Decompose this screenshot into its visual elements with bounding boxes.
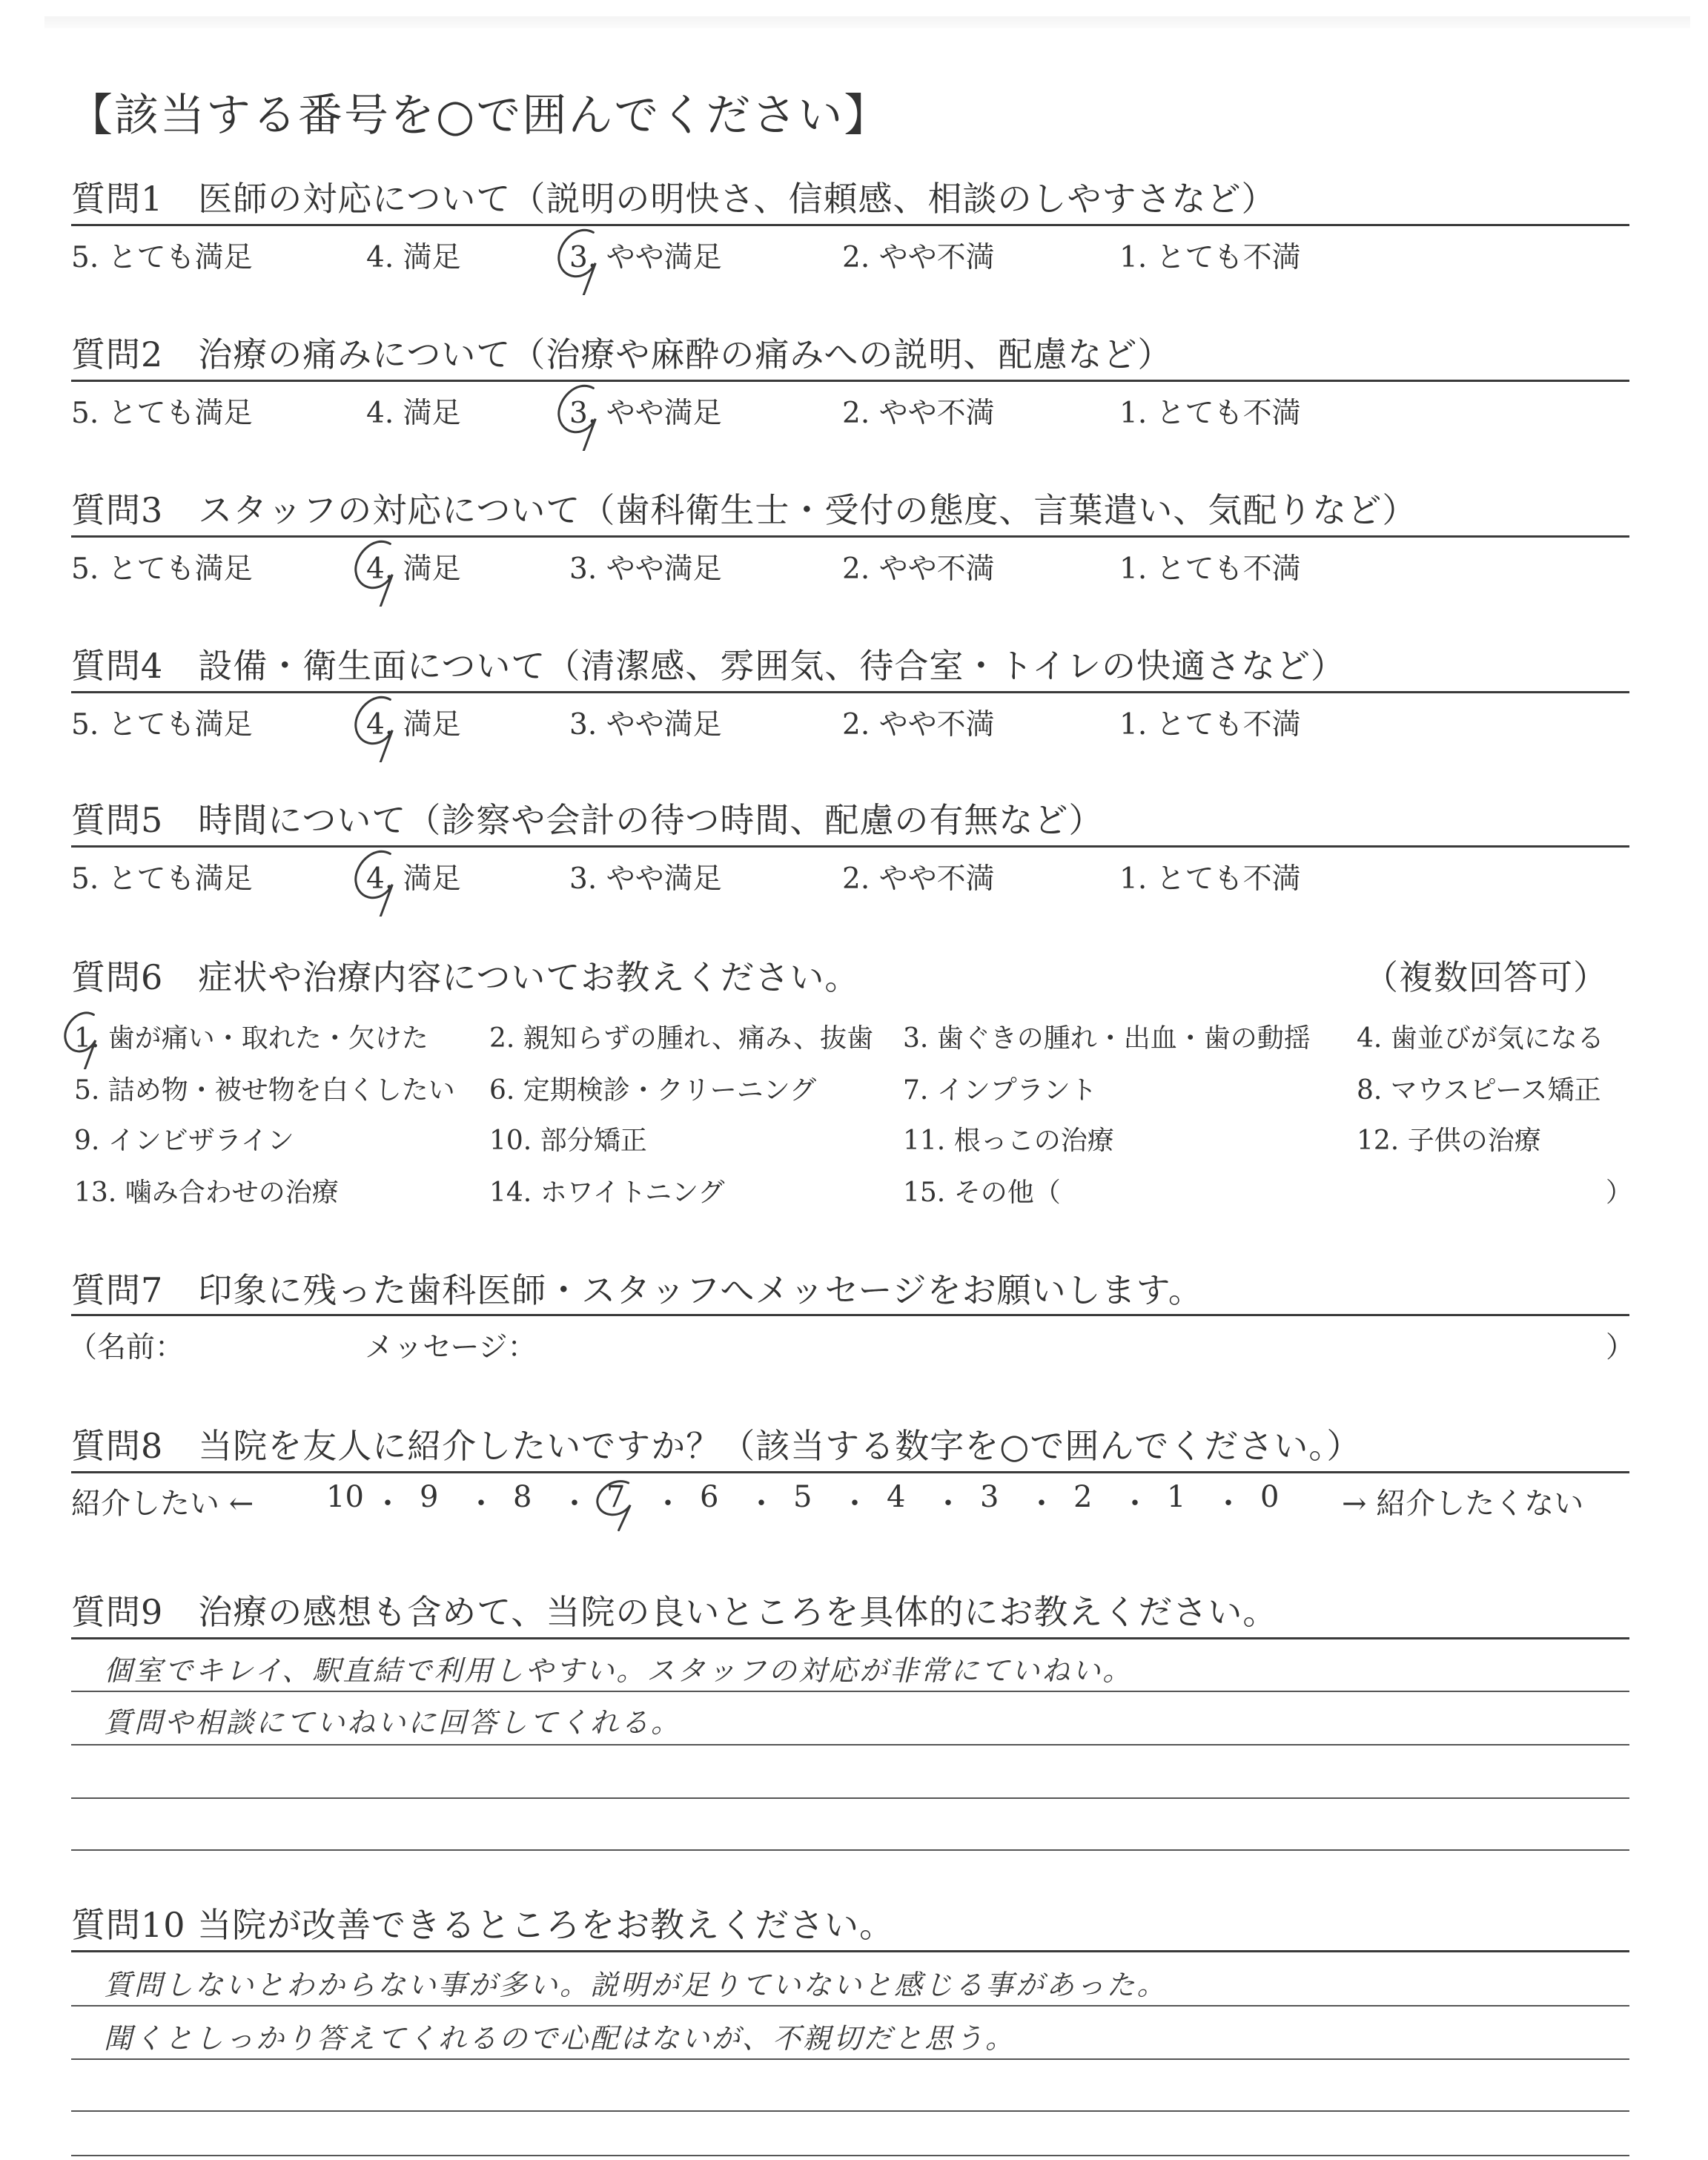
rating-option: 2. やや不満 xyxy=(842,397,995,430)
symptom-option: 6. 定期検診・クリーニング xyxy=(489,1075,817,1106)
q7-name-label: （名前： xyxy=(68,1331,185,1364)
rating-option: 3. やや満足 xyxy=(569,241,722,274)
q7-title: 質問7 印象に残った歯科医師・スタッフへメッセージをお願いします。 xyxy=(71,1270,1203,1310)
rating-option: 2. やや不満 xyxy=(842,241,995,274)
q9-title: 質問9 治療の感想も含めて、当院の良いところを具体的にお教えください。 xyxy=(71,1592,1278,1632)
rating-option: 5. とても満足 xyxy=(71,397,253,430)
scale-separator-dot: ・ xyxy=(840,1487,870,1521)
question-rule xyxy=(71,224,1629,226)
q7-rule xyxy=(71,1314,1629,1316)
symptom-option: 11. 根っこの治療 xyxy=(903,1126,1114,1156)
scale-separator-dot: ・ xyxy=(747,1487,776,1521)
scale-number: 4 xyxy=(887,1480,906,1514)
rating-option: 3. やや満足 xyxy=(569,552,722,586)
scale-separator-dot: ・ xyxy=(373,1487,403,1521)
symptom-option: 5. 詰め物・被せ物を白くしたい xyxy=(74,1075,455,1106)
symptom-option: 15. その他（ xyxy=(903,1178,1061,1208)
scale-separator-dot: ・ xyxy=(933,1487,963,1521)
scale-number: 3 xyxy=(980,1480,999,1514)
q9-writing-line xyxy=(71,1691,1629,1692)
symptom-option: 4. 歯並びが気になる xyxy=(1357,1023,1604,1054)
scale-number: 10 xyxy=(326,1480,364,1514)
rating-option: 3. やや満足 xyxy=(569,708,722,742)
q10-writing-line xyxy=(71,2110,1629,2112)
q10-writing-line xyxy=(71,2005,1629,2007)
rating-option: 4. 満足 xyxy=(366,241,461,274)
q8-rule xyxy=(71,1471,1629,1473)
q8-left-label: 紹介したい ← xyxy=(71,1487,254,1521)
rating-option: 4. 満足 xyxy=(366,552,461,586)
scale-number: 6 xyxy=(700,1480,719,1514)
q9-writing-line xyxy=(71,1744,1629,1745)
symptom-option: 13. 噛み合わせの治療 xyxy=(74,1178,339,1208)
rating-option: 1. とても不満 xyxy=(1119,708,1301,742)
page-title: 【該当する番号を○で囲んでください】 xyxy=(68,90,890,142)
question-rule xyxy=(71,535,1629,538)
q9-writing-line xyxy=(71,1797,1629,1799)
rating-option: 1. とても不満 xyxy=(1119,862,1301,896)
q9-writing-line xyxy=(71,1849,1629,1851)
scale-number: 5 xyxy=(793,1480,812,1514)
question-title: 質問5 時間について（診察や会計の待つ時間、配慮の有無など） xyxy=(71,800,1104,840)
q10-answer-line: 聞くとしっかり答えてくれるので心配はないが、不親切だと思う。 xyxy=(104,2022,1016,2055)
scale-separator-dot: ・ xyxy=(1214,1487,1243,1521)
rating-option: 2. やや不満 xyxy=(842,708,995,742)
symptom-option: 12. 子供の治療 xyxy=(1357,1126,1541,1156)
q9-answer-line: 個室でキレイ、駅直結で利用しやすい。スタッフの対応が非常にていねい。 xyxy=(104,1654,1133,1687)
q7-message-label: メッセージ： xyxy=(365,1331,537,1364)
rating-option: 4. 満足 xyxy=(366,397,461,430)
scale-number: 8 xyxy=(513,1480,532,1514)
scale-separator-dot: ・ xyxy=(1027,1487,1056,1521)
rating-option: 5. とても満足 xyxy=(71,552,253,586)
q10-writing-line xyxy=(71,2155,1629,2156)
scan-edge xyxy=(44,16,1690,28)
symptom-option: 9. インビザライン xyxy=(74,1126,294,1156)
scale-separator-dot: ・ xyxy=(1120,1487,1150,1521)
symptom-option: 7. インプラント xyxy=(903,1075,1097,1106)
rating-option: 4. 満足 xyxy=(366,862,461,896)
scale-number: 1 xyxy=(1167,1480,1186,1514)
q6-note: （複数回答可） xyxy=(1364,957,1608,997)
symptom-option: 1. 歯が痛い・取れた・欠けた xyxy=(74,1023,428,1054)
symptom-option: 2. 親知らずの腫れ、痛み、抜歯 xyxy=(489,1023,874,1054)
rating-option: 1. とても不満 xyxy=(1119,241,1301,274)
q10-rule xyxy=(71,1950,1629,1952)
q7-close-paren: ） xyxy=(1606,1331,1635,1364)
q9-answer-line: 質問や相談にていねいに回答してくれる。 xyxy=(104,1706,682,1739)
rating-option: 5. とても満足 xyxy=(71,862,253,896)
rating-option: 2. やや不満 xyxy=(842,552,995,586)
scale-separator-dot: ・ xyxy=(653,1487,683,1521)
q10-title: 質問10 当院が改善できるところをお教えください。 xyxy=(71,1905,895,1945)
symptom-option: 14. ホワイトニング xyxy=(489,1178,725,1208)
rating-option: 3. やや満足 xyxy=(569,862,722,896)
scale-number: 2 xyxy=(1073,1480,1093,1514)
question-title: 質問4 設備・衛生面について（清潔感、雰囲気、待合室・トイレの快適さなど） xyxy=(71,646,1346,686)
scale-number: 7 xyxy=(606,1480,626,1514)
scale-separator-dot: ・ xyxy=(466,1487,496,1521)
q10-writing-line xyxy=(71,2058,1629,2060)
rating-option: 5. とても満足 xyxy=(71,708,253,742)
rating-option: 1. とても不満 xyxy=(1119,552,1301,586)
symptom-option: 3. 歯ぐきの腫れ・出血・歯の動揺 xyxy=(903,1023,1311,1054)
question-title: 質問1 医師の対応について（説明の明快さ、信頼感、相談のしやすさなど） xyxy=(71,179,1277,219)
q8-title: 質問8 当院を友人に紹介したいですか？（該当する数字を○で囲んでください。） xyxy=(71,1426,1362,1466)
q6-close-paren: ） xyxy=(1606,1178,1633,1208)
rating-option: 1. とても不満 xyxy=(1119,397,1301,430)
rating-option: 3. やや満足 xyxy=(569,397,722,430)
q8-right-label: → 紹介したくない xyxy=(1342,1487,1584,1521)
question-title: 質問2 治療の痛みについて（治療や麻酔の痛みへの説明、配慮など） xyxy=(71,334,1173,374)
q6-title: 質問6 症状や治療内容についてお教えください。 xyxy=(71,957,860,997)
question-rule xyxy=(71,691,1629,693)
scale-separator-dot: ・ xyxy=(560,1487,589,1521)
rating-option: 4. 満足 xyxy=(366,708,461,742)
q9-rule xyxy=(71,1637,1629,1639)
symptom-option: 8. マウスピース矯正 xyxy=(1357,1075,1601,1106)
q10-answer-line: 質問しないとわからない事が多い。説明が足りていないと感じる事があった。 xyxy=(104,1969,1168,2001)
rating-option: 2. やや不満 xyxy=(842,862,995,896)
question-title: 質問3 スタッフの対応について（歯科衛生士・受付の態度、言葉遣い、気配りなど） xyxy=(71,490,1417,530)
symptom-option: 10. 部分矯正 xyxy=(489,1126,647,1156)
scale-number: 9 xyxy=(420,1480,439,1514)
rating-option: 5. とても満足 xyxy=(71,241,253,274)
scale-number: 0 xyxy=(1260,1480,1280,1514)
question-rule xyxy=(71,845,1629,848)
question-rule xyxy=(71,380,1629,382)
